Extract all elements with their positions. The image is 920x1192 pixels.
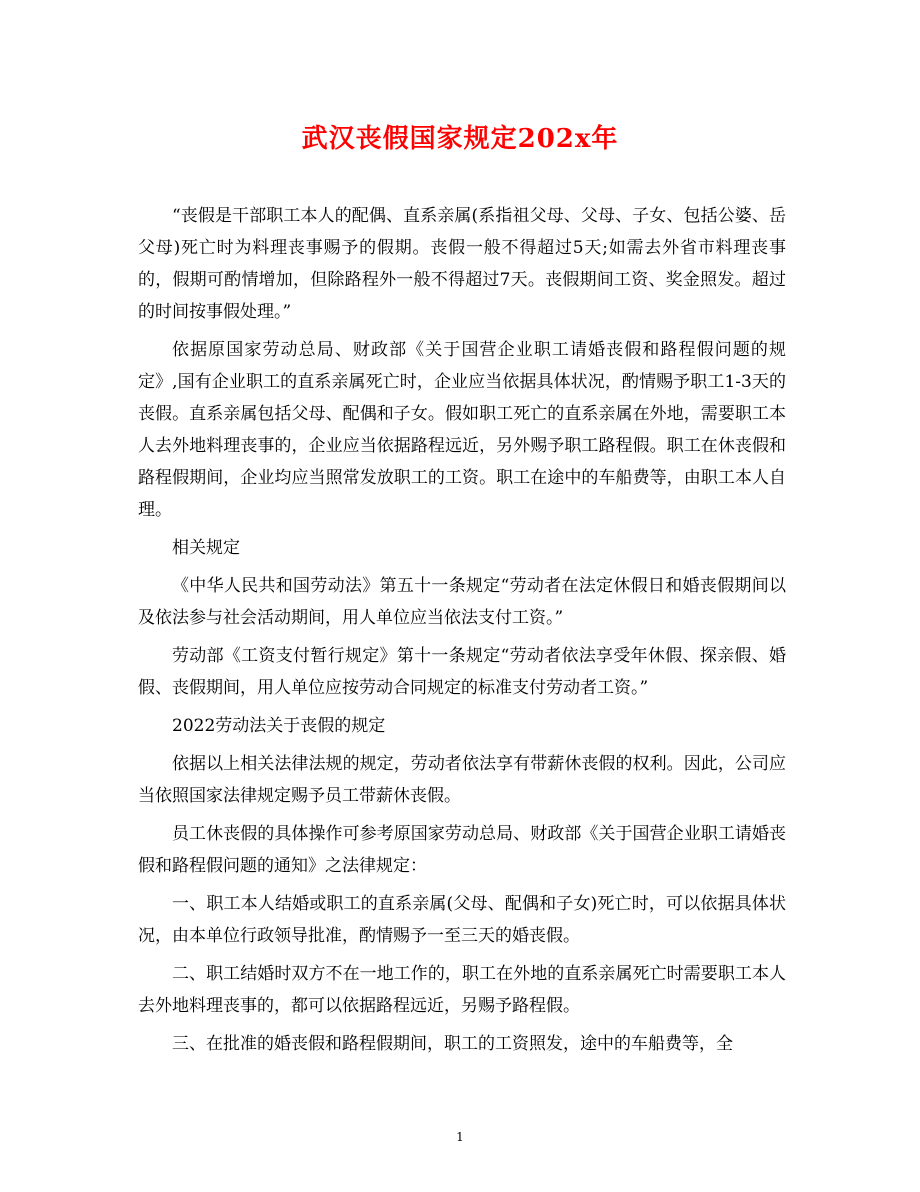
paragraph-labor-bureau-regulation: 依据原国家劳动总局、财政部《关于国营企业职工请婚丧假和路程假问题的规定》,国有企业职工的直系亲属死亡时，企业应当依据具体状况，酌情赐予职工1-3天的丧假。直系亲属包括父母、配偶和子女。假如职工死亡的直系亲属在外地，需要职工本人去外地料理丧事的，企业应当依据路程远近，另外赐予职工路程假。职工在休丧假和路程假期间，企业均应当照常发放职工的工资。职工在途中的车船费等，由职工本人自理。 bbox=[138, 340, 786, 520]
paragraph-bereavement-leave-definition: “丧假是干部职工本人的配偶、直系亲属(系指祖父母、父母、子女、包括公婆、岳父母)死亡时为料理丧事赐予的假期。丧假一般不得超过5天;如需去外省市料理丧事的，假期可酌情增加，但除路程外一般不得超过7天。丧假期间工资、奖金照发。超过的时间按事假处理。” bbox=[138, 206, 786, 322]
paragraph-paid-leave-right: 依据以上相关法律法规的规定，劳动者依法享有带薪休丧假的权利。因此，公司应当依照国家法律规定赐予员工带薪休丧假。 bbox=[138, 754, 786, 806]
paragraph-operation-reference: 员工休丧假的具体操作可参考原国家劳动总局、财政部《关于国营企业职工请婚丧假和路程假问题的通知》之法律规定： bbox=[138, 824, 786, 876]
paragraph-item-three: 三、在批准的婚丧假和路程假期间，职工的工资照发，途中的车船费等，全 bbox=[172, 1034, 733, 1054]
paragraph-labor-law-article-51: 《中华人民共和国劳动法》第五十一条规定“劳动者在法定休假日和婚丧假期间以及依法参与社会活动期间，用人单位应当依法支付工资。” bbox=[138, 576, 786, 628]
document-body bbox=[138, 200, 786, 1066]
paragraph-wage-payment-article-11: 劳动部《工资支付暂行规定》第十一条规定“劳动者依法享受年休假、探亲假、婚假、丧假期间，用人单位应按劳动合同规定的标准支付劳动者工资。” bbox=[138, 646, 786, 698]
paragraph-item-one: 一、职工本人结婚或职工的直系亲属(父母、配偶和子女)死亡时，可以依据具体状况，由本单位行政领导批准，酌情赐予一至三天的婚丧假。 bbox=[138, 894, 786, 946]
document-title: 武汉丧假国家规定202x年 bbox=[301, 124, 619, 154]
paragraph-related-regulations-heading: 相关规定 bbox=[172, 538, 240, 558]
paragraph-2022-labor-law-heading: 2022劳动法关于丧假的规定 bbox=[172, 716, 386, 736]
page-number: 1 bbox=[456, 1130, 464, 1144]
paragraph-item-two: 二、职工结婚时双方不在一地工作的，职工在外地的直系亲属死亡时需要职工本人去外地料理丧事的，都可以依据路程远近，另赐予路程假。 bbox=[138, 964, 786, 1016]
